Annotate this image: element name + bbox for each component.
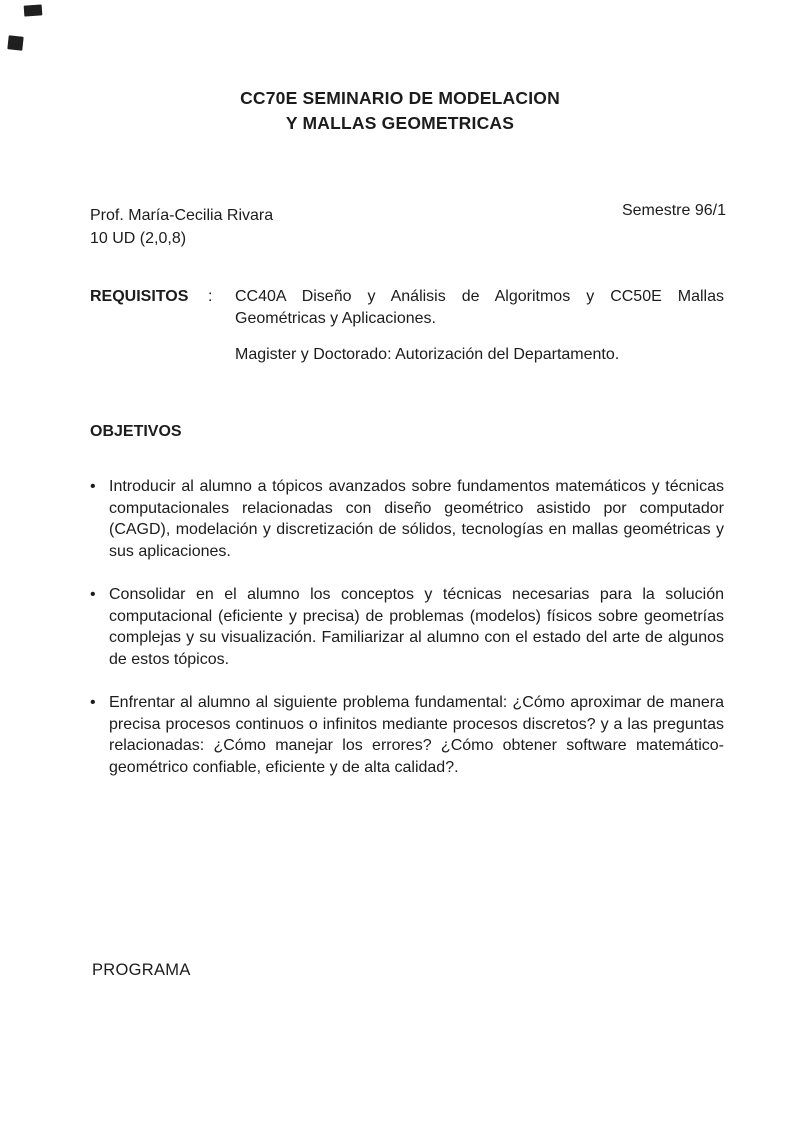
course-units: 10 UD (2,0,8) — [90, 230, 187, 247]
requisitos-section — [90, 286, 724, 329]
objetivo-text: Introducir al alumno a tópicos avanzados sobre fundamentos matemáticos y técnicas computacionales relacionadas con diseño geométrico asistido por computador (CAGD), modelación y discretización de sólidos, tecnologías en mallas geométricas y sus aplicaciones. — [109, 478, 724, 560]
programa-heading: PROGRAMA — [92, 961, 191, 979]
scan-artifact — [7, 35, 23, 50]
objetivos-list — [90, 476, 724, 800]
requisitos-label: REQUISITOS — [90, 288, 189, 305]
objetivo-text: Enfrentar al alumno al siguiente problema fundamental: ¿Cómo aproximar de manera precisa procesos continuos o infinitos mediante procesos discretos? y a las preguntas relacionadas: ¿Cómo manejar los errores? ¿Cómo obtener software matemático-geométrico confiable, eficiente y de alta calidad?. — [109, 694, 724, 776]
requisitos-separator: : — [208, 288, 213, 305]
objetivo-item — [90, 476, 724, 562]
professor-name: Prof. María-Cecilia Rivara — [90, 207, 274, 224]
objetivos-heading: OBJETIVOS — [90, 423, 182, 440]
page-title-line2: Y MALLAS GEOMETRICAS — [285, 113, 515, 133]
page-title-line1: CC70E SEMINARIO DE MODELACION — [240, 88, 560, 108]
requisitos-text: CC40A Diseño y Análisis de Algoritmos y CC50E Mallas Geométricas y Aplicaciones. — [235, 288, 724, 327]
professor-block — [90, 204, 273, 250]
requisitos-note: Magister y Doctorado: Autorización del Departamento. — [235, 346, 620, 363]
semester-label: Semestre 96/1 — [621, 202, 726, 219]
objetivo-item — [90, 692, 724, 778]
scan-artifact — [24, 4, 43, 16]
page-title — [0, 86, 800, 136]
objetivo-item — [90, 584, 724, 670]
course-header — [90, 204, 726, 250]
objetivo-text: Consolidar en el alumno los conceptos y técnicas necesarias para la solución computacional (eficiente y precisa) de problemas (modelos) físicos sobre geometrías complejas y su visualización. Familiarizar al alumno con el estado del arte de algunos de estos tópicos. — [109, 586, 724, 668]
